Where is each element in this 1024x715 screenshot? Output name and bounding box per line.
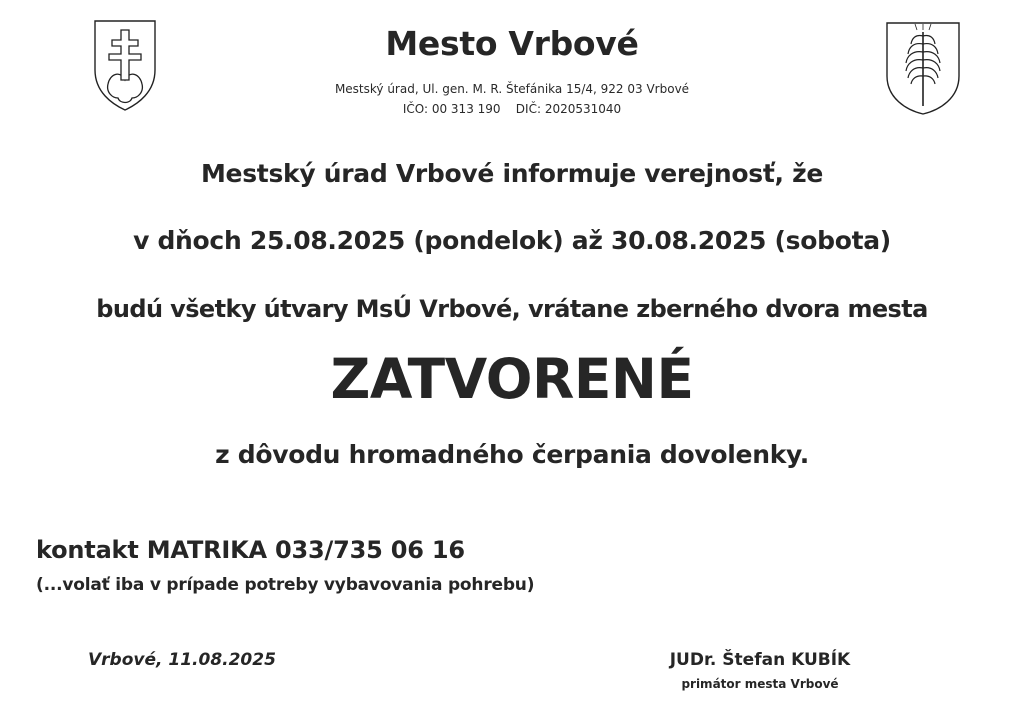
signatory-name: JUDr. Štefan KUBÍK: [669, 650, 851, 670]
notice-line-2: v dňoch 25.08.2025 (pondelok) až 30.08.2025 (sobota): [133, 226, 891, 255]
notice-line-1: Mestský úrad Vrbové informuje verejnosť, že: [200, 159, 823, 188]
closed-heading: ZATVORENÉ: [330, 347, 694, 411]
notice-line-3: budú všetky útvary MsÚ Vrbové, vrátane zberného dvora mesta: [96, 295, 928, 323]
notice-line-5: z dôvodu hromadného čerpania dovolenky.: [215, 440, 809, 469]
contact-line: kontakt MATRIKA 033/735 06 16: [36, 536, 465, 564]
contact-note: (...volať iba v prípade potreby vybavovania pohrebu): [36, 575, 535, 595]
office-ids: IČO: 00 313 190 DIČ: 2020531040: [402, 102, 622, 116]
place-date: Vrbové, 11.08.2025: [88, 650, 276, 670]
office-address: Mestský úrad, Ul. gen. M. R. Štefánika 15/4, 922 03 Vrbové: [334, 82, 690, 96]
signatory-role: primátor mesta Vrbové: [681, 677, 839, 691]
town-name: Mesto Vrbové: [385, 24, 639, 63]
